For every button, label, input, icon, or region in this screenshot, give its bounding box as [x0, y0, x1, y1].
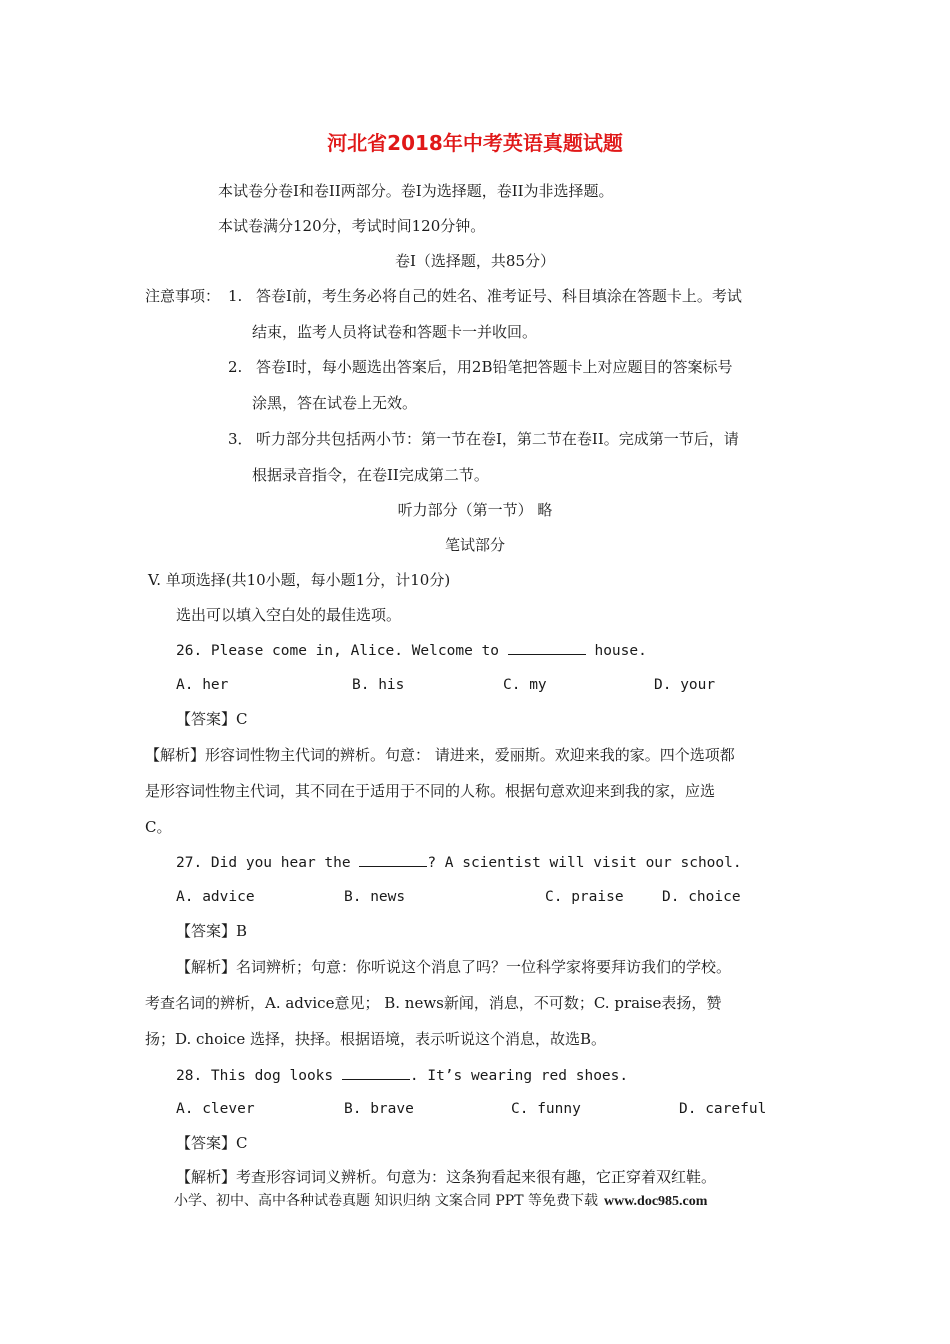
note-3-line-1: 听力部分共包括两小节：第一节在卷I，第二节在卷II。完成第一节后，请 [256, 430, 739, 448]
question-27-analysis-line-3: 扬；D. choice 选择，抉择。根据语境，表示听说这个消息，故选B。 [145, 1030, 606, 1048]
note-1-line-1: 答卷I前，考生务必将自己的姓名、准考证号、科目填涂在答题卡上。考试 [256, 287, 742, 305]
intro-line-2: 本试卷满分120分，考试时间120分钟。 [218, 217, 486, 235]
footer [174, 1191, 707, 1212]
question-27-stem-before: 27. Did you hear the [176, 855, 360, 871]
question-26-analysis-line-3: C。 [145, 818, 172, 836]
question-26-option-a: A. her [176, 677, 229, 693]
question-26-option-b: B. his [352, 677, 405, 693]
question-28-stem-after: . It’s wearing red shoes. [409, 1068, 629, 1084]
question-26-option-c: C. my [503, 677, 547, 693]
footer-url[interactable]: www.doc985.com [603, 1194, 708, 1209]
question-26-stem-before: 26. Please come in, Alice. Welcome to [176, 643, 508, 659]
question-26-analysis-line-2: 是形容词性物主代词，其不同在于适用于不同的人称。根据句意欢迎来到我的家，应选 [145, 782, 716, 800]
note-3-number: 3． [228, 430, 253, 448]
note-2-line-2: 涂黑，答在试卷上无效。 [252, 394, 418, 412]
question-28-option-c: C. funny [511, 1101, 581, 1117]
question-26-answer: 【答案】C [176, 710, 248, 728]
page-title: 河北省2018年中考英语真题试题 [327, 131, 623, 155]
question-28-stem [176, 1065, 628, 1086]
note-3-line-2: 根据录音指令，在卷II完成第二节。 [252, 466, 489, 484]
question-27-stem-after: ? A scientist will visit our school. [427, 855, 742, 871]
notes-label: 注意事项： [145, 287, 221, 305]
footer-text: 小学、初中、高中各种试卷真题 知识归纳 文案合同 PPT 等免费下载 [174, 1193, 598, 1209]
note-1-line-2: 结束，监考人员将试卷和答题卡一并收回。 [252, 323, 538, 341]
written-section: 笔试部分 [444, 536, 505, 554]
note-2-number: 2. [228, 358, 243, 376]
question-27-option-b: B. news [344, 889, 406, 905]
section-v-heading: V. 单项选择(共10小题，每小题1分，计10分) [148, 571, 451, 589]
question-27-option-a: A. advice [176, 889, 255, 905]
section-v-instruction: 选出可以填入空白处的最佳选项。 [176, 606, 402, 624]
question-26-blank [508, 640, 586, 655]
question-28-option-b: B. brave [344, 1101, 414, 1117]
question-28-option-d: D. careful [679, 1101, 767, 1117]
question-27-option-c: C. praise [545, 889, 624, 905]
question-27-option-d: D. choice [662, 889, 741, 905]
question-27-analysis-line-1: 【解析】名词辨析；句意：你听说这个消息了吗？一位科学家将要拜访我们的学校。 [176, 958, 732, 976]
section-header: 卷I（选择题，共85分） [394, 252, 555, 270]
question-28-blank [342, 1065, 410, 1080]
question-26-stem [176, 640, 647, 661]
question-27-analysis-line-2: 考查名词的辨析，A. advice意见； B. news新闻，消息，不可数；C. praise表扬，赞 [145, 994, 722, 1012]
intro-line-1: 本试卷分卷I和卷II两部分。卷I为选择题，卷II为非选择题。 [218, 182, 614, 200]
listening-section: 听力部分（第一节） 略 [397, 501, 553, 519]
question-27-answer: 【答案】B [176, 922, 248, 940]
note-2-line-1: 答卷I时，每小题选出答案后，用2B铅笔把答题卡上对应题目的答案标号 [256, 358, 733, 376]
question-28-option-a: A. clever [176, 1101, 255, 1117]
note-1-number: 1. [228, 287, 243, 305]
question-28-answer: 【答案】C [176, 1134, 248, 1152]
question-27-stem [176, 852, 742, 873]
question-26-stem-after: house. [585, 643, 647, 659]
question-28-analysis-line-1: 【解析】考查形容词词义辨析。句意为：这条狗看起来很有趣，它正穿着双红鞋。 [176, 1168, 717, 1186]
question-27-blank [359, 852, 427, 867]
question-28-stem-before: 28. This dog looks [176, 1068, 342, 1084]
question-26-option-d: D. your [654, 677, 716, 693]
question-26-analysis-line-1: 【解析】形容词性物主代词的辨析。句意： 请进来，爱丽斯。欢迎来我的家。四个选项都 [145, 746, 735, 764]
